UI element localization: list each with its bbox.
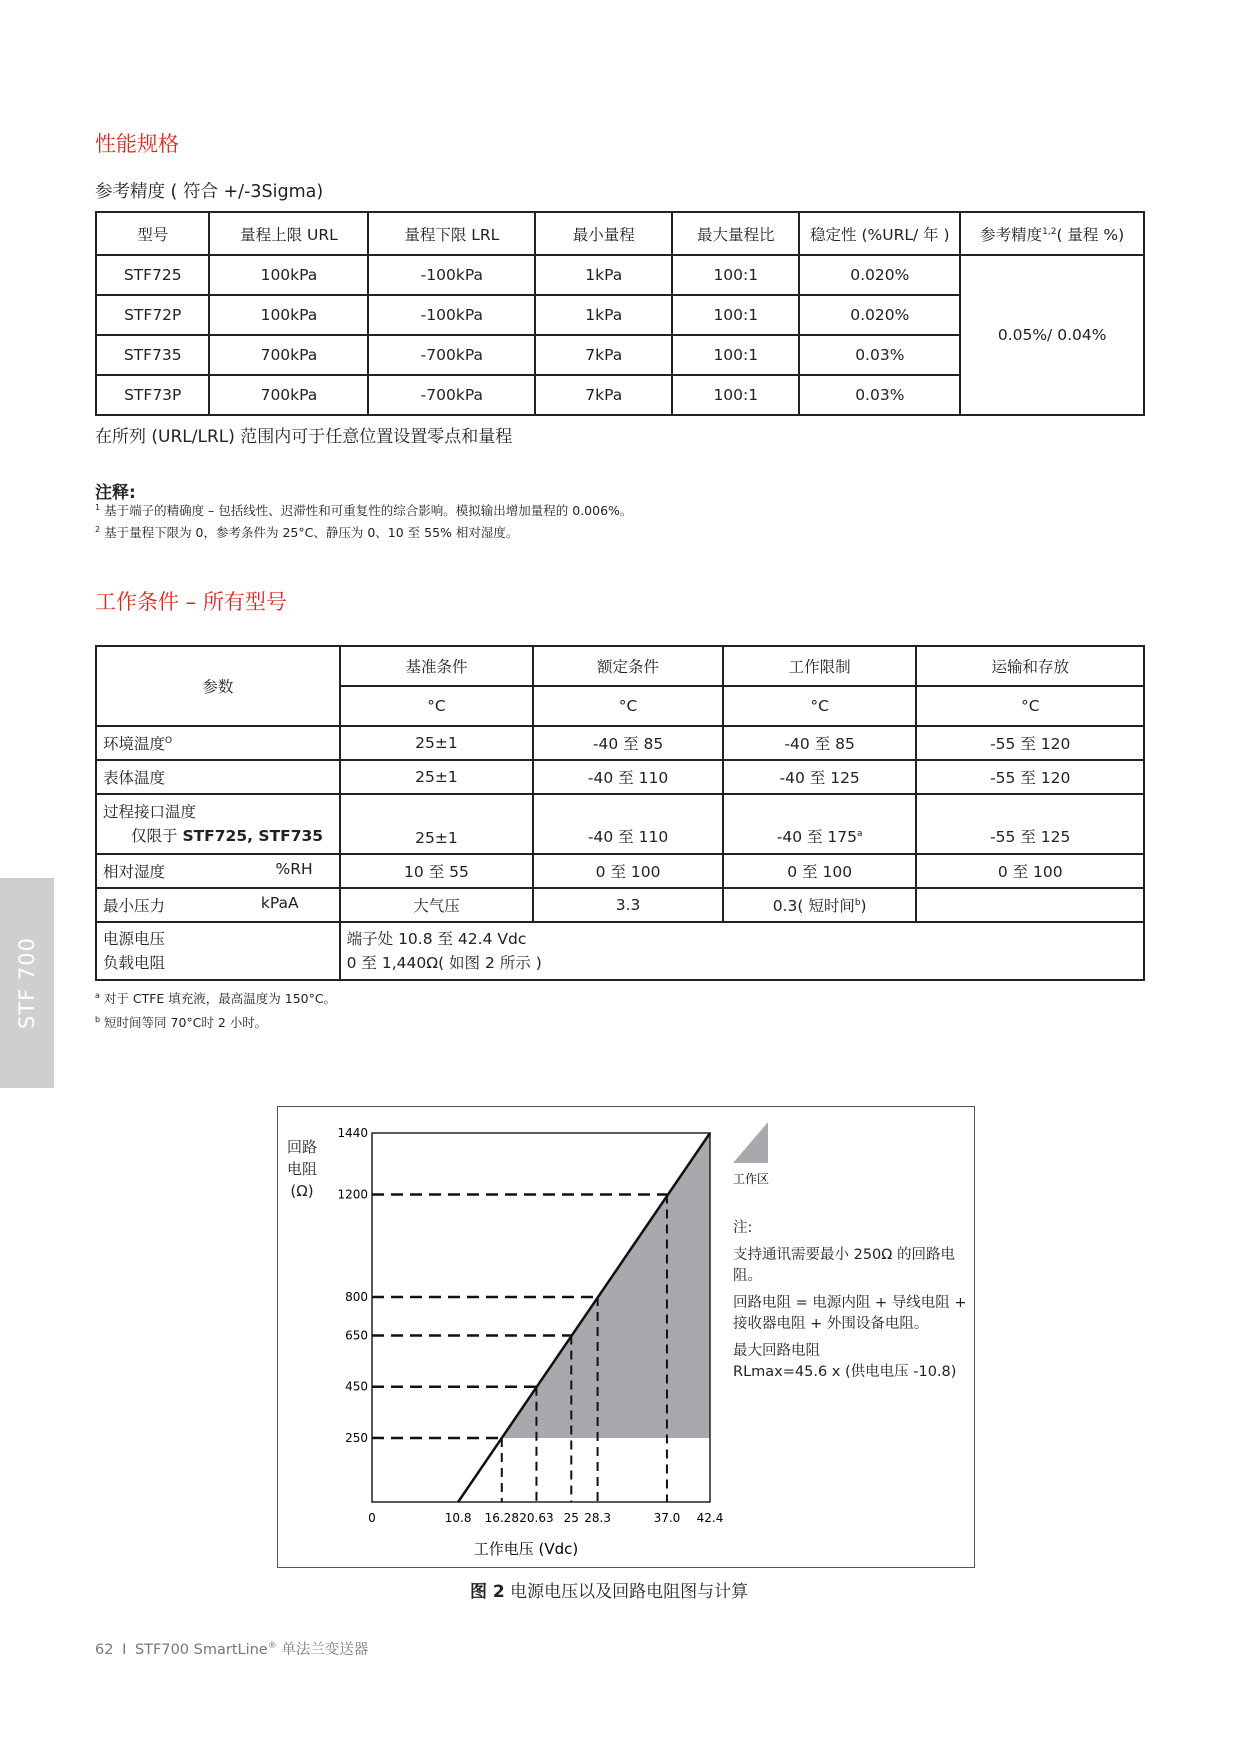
- table-header: 型号: [96, 212, 209, 255]
- y-tick-label: 250: [345, 1430, 368, 1445]
- table-cell: -55 至 120: [916, 726, 1144, 760]
- table-cell: 100:1: [672, 335, 799, 375]
- chart-xlabel: 工作电压 (Vdc): [473, 1540, 579, 1558]
- notes-title: 注释:: [95, 483, 136, 503]
- row-label-sup: O: [165, 735, 173, 746]
- cell-value: -40 至 175: [776, 828, 858, 846]
- footer-tail: 单法兰变送器: [276, 1642, 369, 1658]
- table-cell: 25±1: [340, 726, 534, 760]
- row-unit: %RH: [275, 860, 313, 878]
- row-label-text: 最小压力: [103, 897, 166, 915]
- table-cell: 0.03%: [799, 375, 960, 415]
- table-cell: 10 至 55: [340, 854, 534, 888]
- table-cell: 0 至 100: [533, 854, 723, 888]
- x-tick-label: 20.63: [519, 1511, 554, 1525]
- accuracy-header-label: 参考精度: [980, 225, 1043, 244]
- table-cell: 0.03%: [799, 335, 960, 375]
- unit-cell: °C: [916, 686, 1144, 726]
- figure-notes: [733, 1218, 973, 1389]
- footer-separator: I: [122, 1642, 127, 1658]
- ylabel-line: (Ω): [290, 1182, 314, 1200]
- note-mark: 2: [95, 524, 101, 534]
- table-cell: -40 至 110: [533, 760, 723, 794]
- accuracy-subtitle: 参考精度 ( 符合 +/-3Sigma): [95, 182, 324, 202]
- merged-accuracy-cell: 0.05%/ 0.04%: [960, 255, 1144, 415]
- row-label-sub-prefix: 仅限于: [131, 827, 183, 845]
- cell-sup: a: [857, 828, 863, 839]
- table-cell: 0.020%: [799, 255, 960, 295]
- unit-cell: °C: [340, 686, 534, 726]
- table-cell: -100kPa: [368, 255, 535, 295]
- row-label: 表体温度: [96, 760, 340, 794]
- table-cell: 100kPa: [209, 295, 368, 335]
- figure-note: 最大回路电阻: [733, 1343, 820, 1359]
- operating-area-legend-icon: [733, 1122, 768, 1163]
- section-title-performance: 性能规格: [95, 132, 179, 156]
- y-tick-label: 450: [345, 1379, 368, 1394]
- table-cell: -55 至 125: [916, 794, 1144, 854]
- legend-label: 工作区: [733, 1172, 770, 1186]
- col-header: 额定条件: [533, 646, 723, 686]
- row-label-text: 环境温度: [103, 735, 166, 753]
- x-tick-label: 16.28: [484, 1511, 519, 1525]
- note-text: 基于量程下限为 0，参考条件为 25°C、静压为 0、10 至 55% 相对湿度。: [100, 525, 519, 540]
- table-cell: -700kPa: [368, 375, 535, 415]
- footer-reg-mark: ®: [267, 1641, 277, 1652]
- ylabel-line: 回路: [287, 1138, 318, 1156]
- cell-value: 0 至 1,440Ω( 如图 2 所示 ): [346, 954, 542, 972]
- row-label-text: 相对湿度: [103, 863, 166, 881]
- row-label-text: 负载电阻: [103, 954, 166, 972]
- y-tick-label: 650: [345, 1328, 368, 1343]
- table-cell: -40 至 125: [723, 760, 917, 794]
- table-cell: -40 至 85: [533, 726, 723, 760]
- unit-cell: °C: [533, 686, 723, 726]
- table-cell: 25±1: [340, 794, 534, 854]
- table-cell: 大气压: [340, 888, 534, 922]
- table-cell: 25±1: [340, 760, 534, 794]
- table-cell: -40 至 110: [533, 794, 723, 854]
- figure-notes-title: 注:: [733, 1220, 753, 1236]
- table-cell: 7kPa: [535, 335, 672, 375]
- table-cell: 7kPa: [535, 375, 672, 415]
- table-cell: 100:1: [672, 255, 799, 295]
- row-label-text: 电源电压: [103, 930, 166, 948]
- table-cell: 100:1: [672, 295, 799, 335]
- table-header: 量程上限 URL: [209, 212, 368, 255]
- section-title-operating-conditions: 工作条件 – 所有型号: [95, 590, 287, 614]
- y-tick-label: 1440: [337, 1126, 368, 1140]
- x-tick-label: 28.3: [584, 1511, 611, 1525]
- table-header: 稳定性 (%URL/ 年 ): [799, 212, 960, 255]
- note-text: 基于端子的精确度 – 包括线性、迟滞性和可重复性的综合影响。模拟输出增加量程的 0.006%。: [100, 503, 633, 518]
- table-cell: STF725: [96, 255, 209, 295]
- table-cell: 1kPa: [535, 255, 672, 295]
- figure-note: 回路电阻 = 电源内阻 + 导线电阻 + 接收器电阻 + 外围设备电阻。: [733, 1295, 967, 1332]
- cell-sup: b: [854, 897, 861, 908]
- y-tick-label: 1200: [337, 1187, 368, 1202]
- table-header: 最小量程: [535, 212, 672, 255]
- row-label-text: 过程接口温度: [103, 803, 197, 821]
- accuracy-header-sup: 1,2: [1042, 226, 1057, 237]
- table-cell: 0.020%: [799, 295, 960, 335]
- footnote-mark: a: [95, 990, 100, 1000]
- footer-product: STF700 SmartLine: [134, 1642, 268, 1658]
- figure-note: 支持通讯需要最小 250Ω 的回路电阻。: [733, 1247, 955, 1284]
- row-label-sub-bold: STF725, STF735: [182, 827, 324, 845]
- footnote-mark: b: [95, 1014, 101, 1024]
- col-header: 工作限制: [723, 646, 917, 686]
- col-header: 基准条件: [340, 646, 534, 686]
- y-tick-label: 800: [345, 1290, 368, 1304]
- param-header: 参数: [96, 646, 340, 726]
- table-header: 量程下限 LRL: [368, 212, 535, 255]
- zero-span-note: 在所列 (URL/LRL) 范围内可于任意位置设置零点和量程: [95, 427, 513, 447]
- figure-caption: [470, 1577, 748, 1602]
- table-cell: 3.3: [533, 888, 723, 922]
- table-cell: 100:1: [672, 375, 799, 415]
- page-footer: [95, 1638, 368, 1659]
- table-cell: -55 至 120: [916, 760, 1144, 794]
- table-cell: -100kPa: [368, 295, 535, 335]
- figure-note: RLmax=45.6 x (供电电压 -10.8): [733, 1364, 957, 1380]
- x-tick-label: 25: [563, 1511, 579, 1525]
- table-cell: -40 至 85: [723, 726, 917, 760]
- row-unit: kPaA: [260, 894, 299, 912]
- table-cell: 700kPa: [209, 335, 368, 375]
- footnote-text: 短时间等同 70°C时 2 小时。: [100, 1015, 268, 1030]
- table-cell: 100kPa: [209, 255, 368, 295]
- table-cell: 0 至 100: [916, 854, 1144, 888]
- table-cell: -700kPa: [368, 335, 535, 375]
- table-cell: STF73P: [96, 375, 209, 415]
- table-cell: 700kPa: [209, 375, 368, 415]
- cell-value: 端子处 10.8 至 42.4 Vdc: [346, 930, 527, 948]
- x-tick-label: 0: [368, 1511, 376, 1525]
- col-header: 运输和存放: [916, 646, 1144, 686]
- cell-value: 0.3( 短时间: [772, 897, 855, 915]
- footnote-text: 对于 CTFE 填充液，最高温度为 150°C。: [99, 991, 337, 1006]
- table-cell: 1kPa: [535, 295, 672, 335]
- table-cell: STF72P: [96, 295, 209, 335]
- side-tab-label: STF 700: [15, 937, 39, 1029]
- figure-caption-number: 图 2: [470, 1582, 505, 1602]
- table-cell: 0 至 100: [723, 854, 917, 888]
- x-tick-label: 42.4: [696, 1511, 724, 1525]
- figure-caption-text: 电源电压以及回路电阻图与计算: [510, 1582, 749, 1602]
- x-tick-label: 37.0: [653, 1511, 681, 1525]
- page-number: 62: [95, 1642, 114, 1658]
- ylabel-line: 电阻: [287, 1160, 318, 1178]
- unit-cell: °C: [723, 686, 917, 726]
- x-tick-label: 10.8: [444, 1511, 472, 1525]
- table-header: 最大量程比: [672, 212, 799, 255]
- note-mark: 1: [95, 502, 101, 512]
- cell-close: ): [860, 897, 867, 915]
- accuracy-header-unit: ( 量程 %): [1056, 225, 1125, 244]
- table-cell: STF735: [96, 335, 209, 375]
